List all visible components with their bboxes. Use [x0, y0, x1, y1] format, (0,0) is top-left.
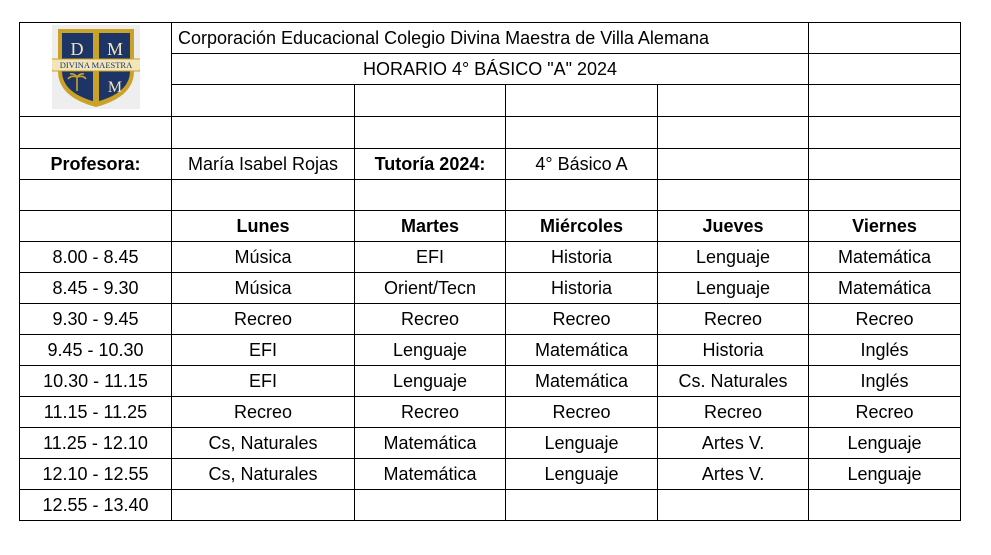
empty-cell — [20, 117, 172, 149]
empty-cell — [172, 117, 355, 149]
subject-cell-tuesday — [355, 490, 506, 521]
subject-cell-friday: Lenguaje — [809, 459, 961, 490]
time-slot: 12.10 - 12.55 — [20, 459, 172, 490]
schedule-row — [20, 397, 961, 428]
subject-cell-monday: EFI — [172, 366, 355, 397]
subject-cell-wednesday: Lenguaje — [506, 428, 658, 459]
empty-cell — [658, 180, 809, 211]
subject-cell-wednesday — [506, 490, 658, 521]
subject-cell-wednesday: Lenguaje — [506, 459, 658, 490]
schedule-row — [20, 459, 961, 490]
tutoria-value: 4° Básico A — [506, 149, 658, 180]
subject-cell-thursday — [658, 490, 809, 521]
empty-cell — [355, 117, 506, 149]
time-slot: 8.00 - 8.45 — [20, 242, 172, 273]
empty-cell — [809, 85, 961, 117]
schedule-row — [20, 304, 961, 335]
empty-cell — [355, 180, 506, 211]
schedule-body — [20, 242, 961, 521]
subject-cell-thursday: Cs. Naturales — [658, 366, 809, 397]
subject-cell-tuesday: Matemática — [355, 428, 506, 459]
time-slot: 11.15 - 11.25 — [20, 397, 172, 428]
subject-cell-thursday: Artes V. — [658, 459, 809, 490]
logo-letter-m-bottom: M — [107, 79, 122, 96]
tutoria-label: Tutoría 2024: — [355, 149, 506, 180]
subject-cell-wednesday: Recreo — [506, 304, 658, 335]
logo-letter-d: D — [70, 39, 83, 59]
teacher-name: María Isabel Rojas — [172, 149, 355, 180]
schedule-title: HORARIO 4° BÁSICO "A" 2024 — [172, 54, 809, 85]
subject-cell-friday: Matemática — [809, 242, 961, 273]
subject-cell-wednesday: Historia — [506, 273, 658, 304]
subject-cell-tuesday: Lenguaje — [355, 335, 506, 366]
day-header-thursday: Jueves — [658, 211, 809, 242]
time-slot: 9.45 - 10.30 — [20, 335, 172, 366]
empty-cell — [355, 85, 506, 117]
time-slot: 11.25 - 12.10 — [20, 428, 172, 459]
schedule-row — [20, 242, 961, 273]
subject-cell-tuesday: Orient/Tecn — [355, 273, 506, 304]
subject-cell-monday: Cs, Naturales — [172, 428, 355, 459]
subject-cell-wednesday: Recreo — [506, 397, 658, 428]
empty-cell — [809, 180, 961, 211]
subject-cell-thursday: Artes V. — [658, 428, 809, 459]
subject-cell-friday — [809, 490, 961, 521]
logo-letter-m-top: M — [106, 39, 123, 59]
empty-cell — [809, 149, 961, 180]
empty-cell — [172, 180, 355, 211]
schedule-table — [19, 22, 961, 521]
logo-cell — [20, 23, 172, 117]
subject-cell-monday — [172, 490, 355, 521]
subject-cell-monday: Cs, Naturales — [172, 459, 355, 490]
school-crest-logo — [52, 25, 140, 109]
empty-cell — [20, 180, 172, 211]
subject-cell-tuesday: Recreo — [355, 397, 506, 428]
subject-cell-friday: Recreo — [809, 304, 961, 335]
subject-cell-friday: Lenguaje — [809, 428, 961, 459]
schedule-row — [20, 490, 961, 521]
subject-cell-thursday: Historia — [658, 335, 809, 366]
logo-banner-text: DIVINA MAESTRA — [59, 60, 132, 70]
empty-cell — [506, 117, 658, 149]
time-slot: 8.45 - 9.30 — [20, 273, 172, 304]
empty-cell — [506, 85, 658, 117]
subject-cell-friday: Recreo — [809, 397, 961, 428]
subject-cell-monday: Recreo — [172, 304, 355, 335]
subject-cell-thursday: Lenguaje — [658, 242, 809, 273]
subject-cell-wednesday: Matemática — [506, 366, 658, 397]
day-header-wednesday: Miércoles — [506, 211, 658, 242]
empty-cell — [809, 23, 961, 54]
institution-name: Corporación Educacional Colegio Divina Maestra de Villa Alemana — [172, 23, 809, 54]
empty-cell — [809, 54, 961, 85]
empty-cell — [658, 85, 809, 117]
subject-cell-friday: Inglés — [809, 366, 961, 397]
subject-cell-thursday: Lenguaje — [658, 273, 809, 304]
empty-cell — [658, 149, 809, 180]
subject-cell-thursday: Recreo — [658, 397, 809, 428]
subject-cell-tuesday: Recreo — [355, 304, 506, 335]
day-header-tuesday: Martes — [355, 211, 506, 242]
schedule-row — [20, 335, 961, 366]
subject-cell-thursday: Recreo — [658, 304, 809, 335]
subject-cell-monday: Recreo — [172, 397, 355, 428]
subject-cell-friday: Matemática — [809, 273, 961, 304]
schedule-row — [20, 428, 961, 459]
time-slot: 9.30 - 9.45 — [20, 304, 172, 335]
schedule-row — [20, 273, 961, 304]
subject-cell-tuesday: Lenguaje — [355, 366, 506, 397]
empty-cell — [172, 85, 355, 117]
subject-cell-friday: Inglés — [809, 335, 961, 366]
subject-cell-tuesday: Matemática — [355, 459, 506, 490]
empty-cell — [658, 117, 809, 149]
schedule-row — [20, 366, 961, 397]
subject-cell-tuesday: EFI — [355, 242, 506, 273]
schedule-sheet — [19, 22, 960, 528]
subject-cell-wednesday: Matemática — [506, 335, 658, 366]
subject-cell-monday: EFI — [172, 335, 355, 366]
subject-cell-wednesday: Historia — [506, 242, 658, 273]
day-header-monday: Lunes — [172, 211, 355, 242]
time-slot: 10.30 - 11.15 — [20, 366, 172, 397]
empty-cell — [506, 180, 658, 211]
time-header-empty — [20, 211, 172, 242]
teacher-label: Profesora: — [20, 149, 172, 180]
day-header-friday: Viernes — [809, 211, 961, 242]
empty-cell — [809, 117, 961, 149]
time-slot: 12.55 - 13.40 — [20, 490, 172, 521]
subject-cell-monday: Música — [172, 242, 355, 273]
subject-cell-monday: Música — [172, 273, 355, 304]
